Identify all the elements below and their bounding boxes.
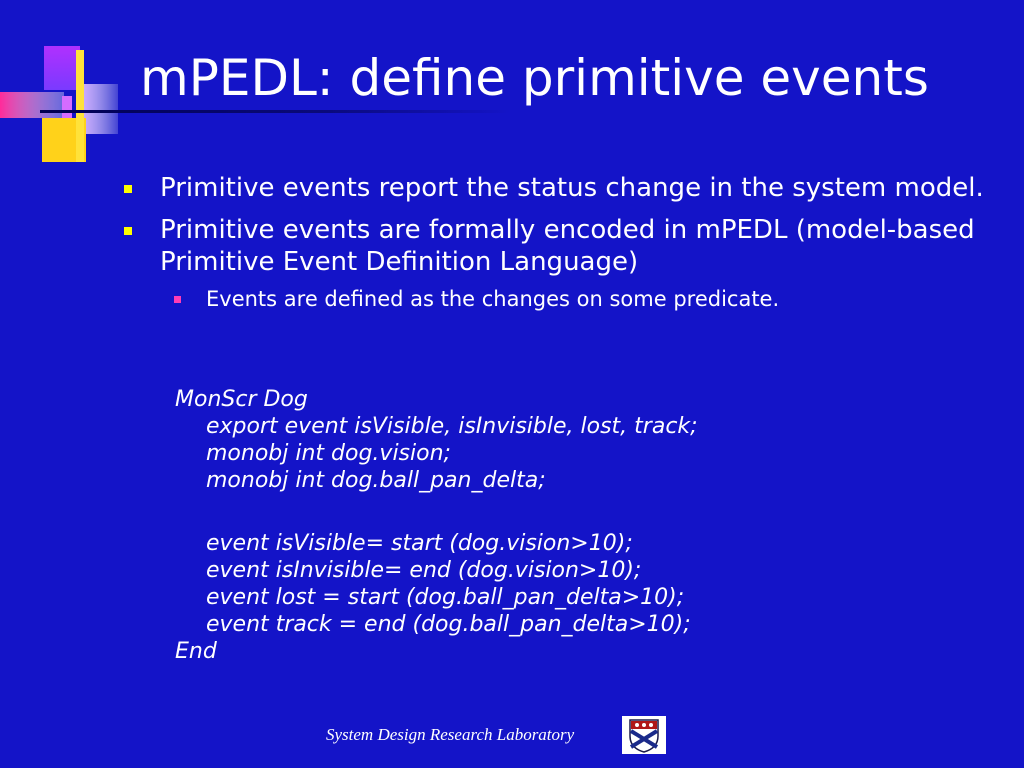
code-line: MonScr Dog: [175, 387, 308, 412]
sub-bullet-text: Events are defined as the changes on some predicate.: [206, 287, 780, 311]
bullet-item: [122, 214, 992, 278]
code-line: monobj int dog.vision;: [206, 441, 451, 466]
university-shield-icon: [622, 716, 666, 754]
code-line: End: [175, 639, 217, 664]
square-bullet-icon: [124, 227, 132, 235]
square-bullet-icon: [124, 185, 132, 193]
bullet-list: [122, 172, 992, 312]
code-line: event lost = start (dog.ball_pan_delta>10);: [206, 585, 685, 610]
slide-title: mPEDL: define primitive events: [140, 49, 929, 107]
sub-bullet-item: [122, 286, 992, 312]
decorative-squares-logo: [0, 0, 130, 170]
footer-lab-name: System Design Research Laboratory: [326, 725, 575, 744]
code-line: event isVisible= start (dog.vision>10);: [206, 531, 633, 556]
title-underline: [40, 110, 510, 113]
bullet-text: Primitive events report the status change in the system model.: [160, 173, 984, 203]
code-line: monobj int dog.ball_pan_delta;: [206, 468, 546, 493]
bullet-text: Primitive events are formally encoded in mPEDL (model-based Primitive Event Definition Language): [160, 215, 975, 277]
code-line: export event isVisible, isInvisible, lost, track;: [206, 414, 698, 439]
code-line: event track = end (dog.ball_pan_delta>10);: [206, 612, 691, 637]
code-block: [175, 386, 698, 665]
code-spacer: [175, 494, 698, 530]
code-line: event isInvisible= end (dog.vision>10);: [206, 558, 642, 583]
small-square-bullet-icon: [174, 296, 181, 303]
bullet-item: [122, 172, 992, 204]
